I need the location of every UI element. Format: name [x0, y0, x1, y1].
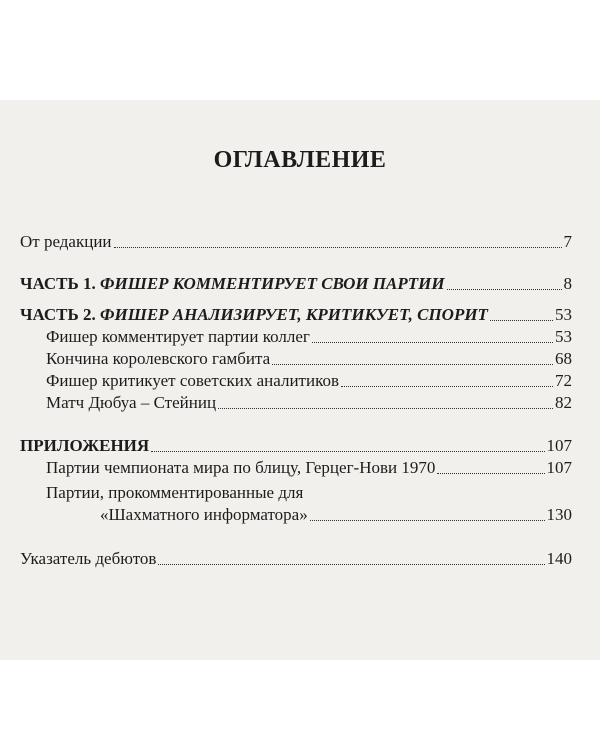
toc-entry-label: Указатель дебютов: [20, 549, 157, 568]
toc-entry-page: 7: [563, 232, 572, 251]
toc-entry-page: 53: [555, 327, 572, 346]
toc-entry-chapter: [46, 349, 572, 369]
toc-entry-label: Партии чемпионата мира по блицу, Герцег-Нови 1970: [46, 458, 436, 477]
dot-leader: [310, 520, 545, 521]
toc-entry-label: ФИШЕР АНАЛИЗИРУЕТ, КРИТИКУЕТ, СПОРИТ: [100, 305, 488, 324]
toc-entry-label: ПРИЛОЖЕНИЯ: [20, 436, 150, 455]
part-number: ЧАСТЬ 2.: [20, 305, 96, 324]
toc-entry-chapter-line2: [100, 505, 572, 525]
toc-entry-label: Фишер комментирует партии коллег: [46, 327, 310, 346]
toc-entry-page: 72: [555, 371, 572, 390]
toc-entry-chapter: [46, 327, 572, 347]
toc-entry-page: 53: [555, 305, 572, 324]
toc-entry-part-1: [20, 274, 572, 294]
book-page: [0, 100, 600, 660]
dot-leader: [312, 342, 553, 343]
toc-entry-page: 8: [563, 274, 572, 293]
toc-entry-chapter: [46, 371, 572, 391]
part-number: ЧАСТЬ 1.: [20, 274, 96, 293]
toc-entry-chapter: [46, 393, 572, 413]
toc-entry-page: 82: [555, 393, 572, 412]
dot-leader: [490, 320, 553, 321]
dot-leader: [114, 247, 562, 248]
page-title: ОГЛАВЛЕНИЕ: [213, 147, 387, 173]
toc-entry-appendices: [20, 436, 572, 456]
toc-entry-part-2: [20, 305, 572, 325]
toc-entry-label: Фишер критикует советских аналитиков: [46, 371, 339, 390]
dot-leader: [151, 451, 544, 452]
toc-entry-label: Матч Дюбуа – Стейниц: [46, 393, 217, 412]
toc-entry-openings-index: [20, 549, 572, 569]
toc-entry-chapter: [46, 458, 572, 478]
toc-entry-page: 130: [546, 505, 572, 524]
toc-entry-page: 107: [546, 436, 572, 455]
dot-leader: [437, 473, 544, 474]
toc-entry-label-continued: «Шахматного информатора»: [100, 505, 308, 524]
dot-leader: [218, 408, 553, 409]
toc-entry-page: 140: [546, 549, 572, 568]
dot-leader: [341, 386, 553, 387]
toc-entry-label: От редакции: [20, 232, 112, 251]
dot-leader: [158, 564, 544, 565]
toc-entry-label: ФИШЕР КОММЕНТИРУЕТ СВОИ ПАРТИИ: [100, 274, 445, 293]
toc-entry-page: 107: [546, 458, 572, 477]
dot-leader: [272, 364, 553, 365]
toc-entry-label: Партии, прокомментированные для: [46, 483, 304, 502]
dot-leader: [447, 289, 562, 290]
toc-entry-page: 68: [555, 349, 572, 368]
toc-entry-editorial: [20, 232, 572, 252]
toc-entry-label: Кончина королевского гамбита: [46, 349, 271, 368]
toc-entry-chapter-line1: [46, 483, 572, 503]
